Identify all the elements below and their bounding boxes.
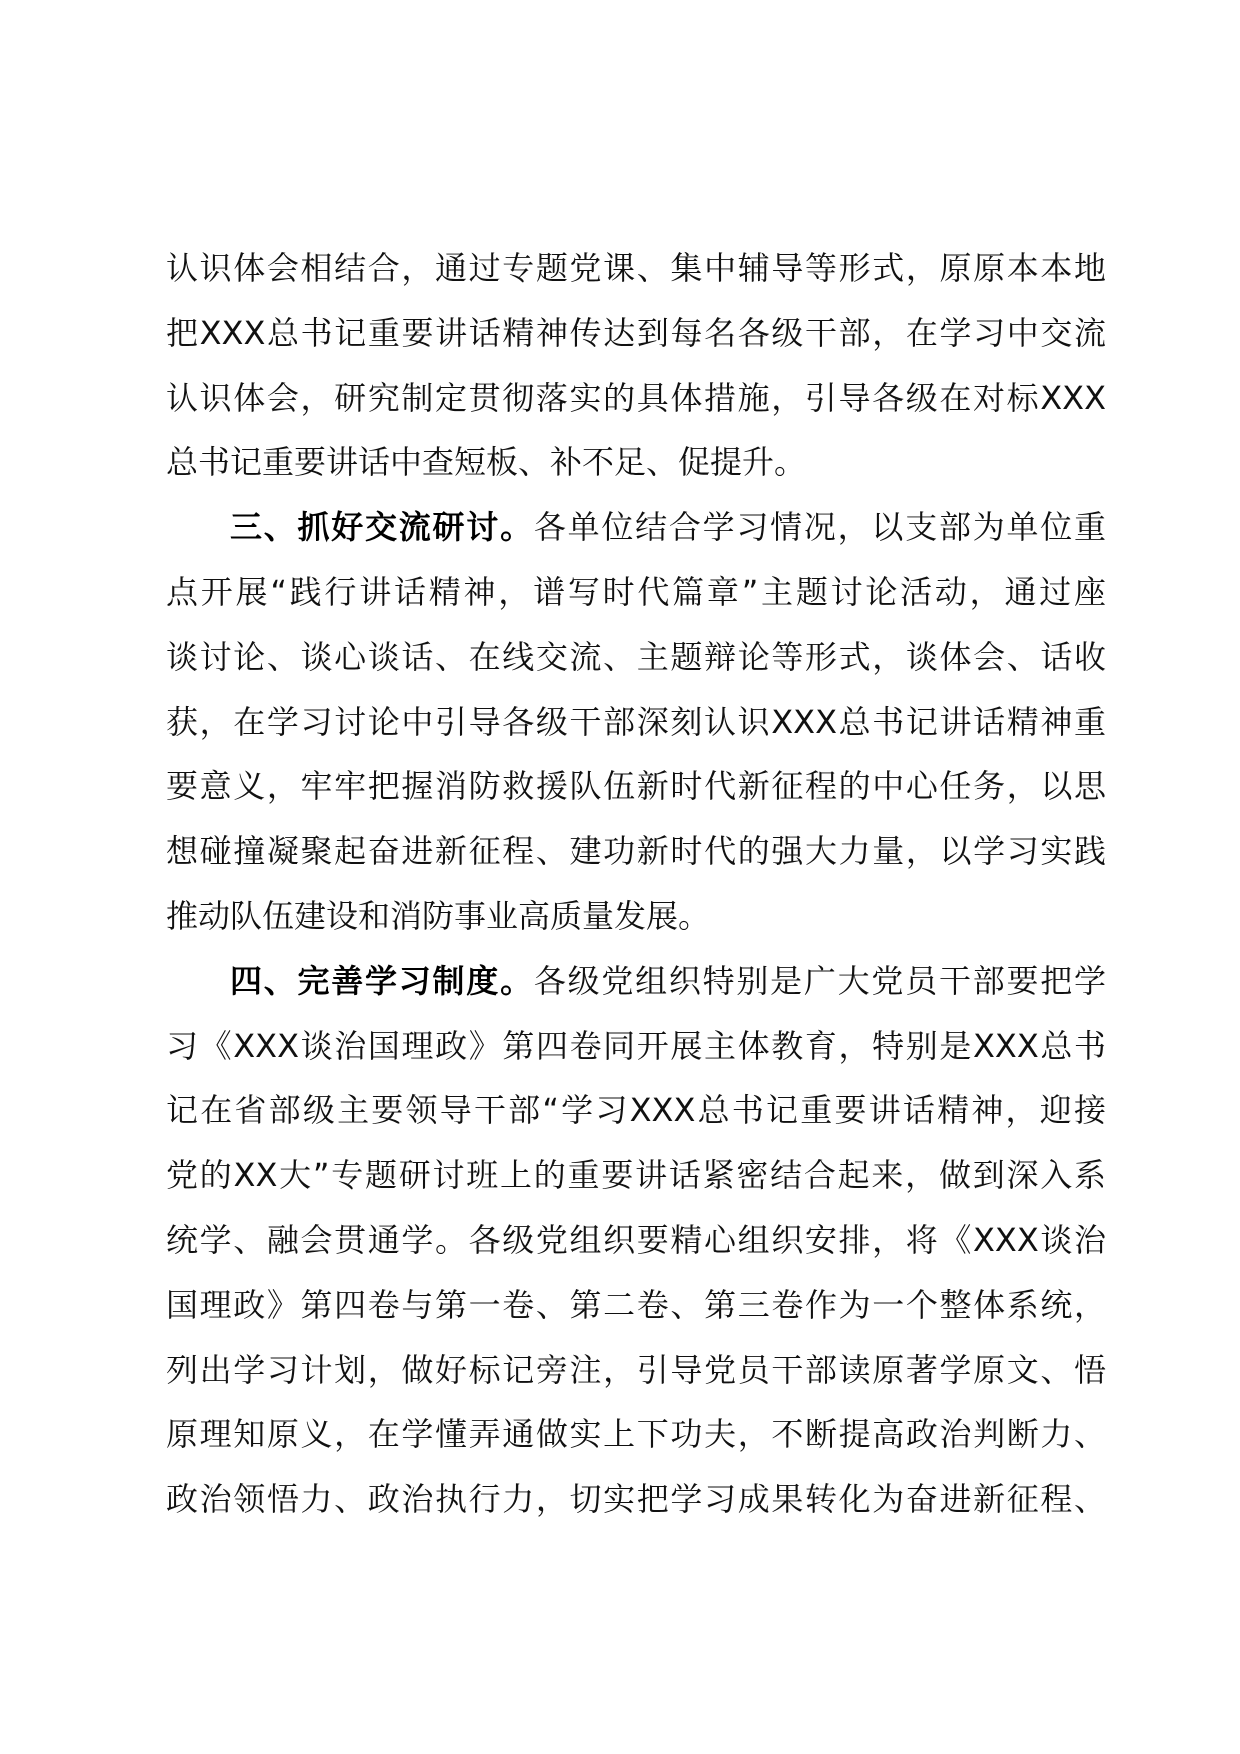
section-4-first-line bbox=[166, 949, 1106, 1014]
text-line: 获，在学习讨论中引导各级干部深刻认识XXX总书记讲话精神重 bbox=[166, 702, 1106, 741]
section-3-first-line-text: 各单位结合学习情况，以支部为单位重 bbox=[533, 508, 1106, 547]
paragraph-continuation bbox=[166, 236, 1106, 495]
text-line: 认识体会，研究制定贯彻落实的具体措施，引导各级在对标XXX bbox=[166, 378, 1106, 417]
text-line: 想碰撞凝聚起奋进新征程、建功新时代的强大力量，以学习实践 bbox=[166, 832, 1106, 871]
section-3-heading: 三、抓好交流研讨。 bbox=[230, 508, 534, 547]
text-line: 习《XXX谈治国理政》第四卷同开展主体教育，特别是XXX总书 bbox=[166, 1026, 1106, 1065]
text-line: 把XXX总书记重要讲话精神传达到每名各级干部，在学习中交流 bbox=[166, 313, 1106, 352]
section-3-paragraph bbox=[166, 495, 1106, 949]
text-line: 记在省部级主要领导干部“学习XXX总书记重要讲话精神，迎接 bbox=[166, 1091, 1106, 1130]
text-line: 政治领悟力、政治执行力，切实把学习成果转化为奋进新征程、 bbox=[166, 1480, 1106, 1519]
text-line: 推动队伍建设和消防事业高质量发展。 bbox=[166, 896, 711, 935]
text-line: 统学、融会贯通学。各级党组织要精心组织安排，将《XXX谈治 bbox=[166, 1220, 1106, 1259]
section-3-first-line bbox=[166, 495, 1106, 560]
text-line: 总书记重要讲话中查短板、补不足、促提升。 bbox=[166, 443, 807, 482]
section-4-first-line-text: 各级党组织特别是广大党员干部要把学 bbox=[533, 961, 1106, 1000]
text-line: 点开展“践行讲话精神，谱写时代篇章”主题讨论活动，通过座 bbox=[166, 572, 1106, 611]
text-line: 国理政》第四卷与第一卷、第二卷、第三卷作为一个整体系统， bbox=[166, 1285, 1106, 1324]
section-4-heading: 四、完善学习制度。 bbox=[230, 961, 534, 1000]
text-line: 党的XX大”专题研讨班上的重要讲话紧密结合起来，做到深入系 bbox=[166, 1156, 1106, 1195]
document-body bbox=[166, 236, 1106, 1532]
text-line: 要意义，牢牢把握消防救援队伍新时代新征程的中心任务，以思 bbox=[166, 767, 1106, 806]
text-line: 认识体会相结合，通过专题党课、集中辅导等形式，原原本本地 bbox=[166, 249, 1106, 287]
text-line: 谈讨论、谈心谈话、在线交流、主题辩论等形式，谈体会、话收 bbox=[166, 637, 1106, 676]
text-line: 原理知原义，在学懂弄通做实上下功夫，不断提高政治判断力、 bbox=[166, 1415, 1106, 1454]
section-4-paragraph bbox=[166, 949, 1106, 1532]
text-line: 列出学习计划，做好标记旁注，引导党员干部读原著学原文、悟 bbox=[166, 1350, 1106, 1389]
